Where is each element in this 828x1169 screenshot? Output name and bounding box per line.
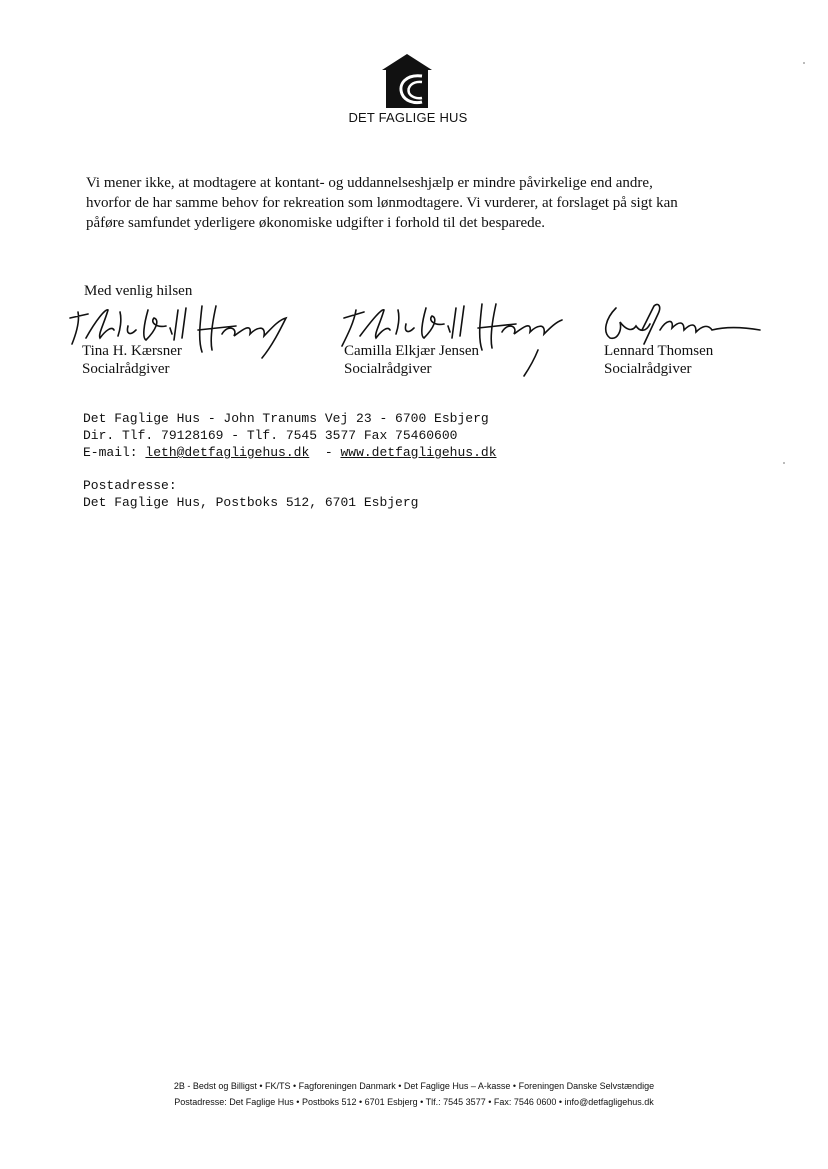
greeting: Med venlig hilsen: [84, 283, 193, 299]
body-line: hvorfor de har samme behov for rekreation som lønmodtagere. Vi vurderer, at forslaget på sigt kan: [86, 195, 678, 211]
signatory-2: [344, 342, 479, 378]
postal-address: Det Faglige Hus, Postboks 512, 6701 Esbjerg: [83, 495, 419, 510]
postal-label: Postadresse:: [83, 478, 177, 493]
contact-address-line: Det Faglige Hus - John Tranums Vej 23 - 6700 Esbjerg: [83, 411, 489, 426]
signatory-name: Lennard Thomsen: [604, 343, 714, 359]
email-link[interactable]: leth@detfagligehus.dk: [145, 445, 310, 460]
house-logo-icon: [382, 54, 432, 108]
footer-line-1: 2B - Bedst og Billigst • FK/TS • Fagforeningen Danmark • Det Faglige Hus – A-kasse • Foreningen Danske Selvstændige: [173, 1081, 655, 1091]
logo: [342, 54, 474, 130]
website-link[interactable]: www.detfagligehus.dk: [340, 445, 497, 460]
body-line: Vi mener ikke, at modtagere at kontant- og uddannelseshjælp er mindre påvirkelige end andre,: [86, 175, 653, 191]
signatory-name: Camilla Elkjær Jensen: [344, 343, 479, 359]
signatory-role: Socialrådgiver: [344, 361, 432, 377]
body-paragraph: [86, 173, 726, 233]
signatory-name: Tina H. Kærsner: [82, 343, 182, 359]
signatory-role: Socialrådgiver: [604, 361, 692, 377]
email-label: E-mail:: [83, 445, 146, 460]
signatory-1: [82, 342, 182, 378]
logo-text: DET FAGLIGE HUS: [348, 110, 468, 125]
postal-block: [83, 477, 418, 511]
contact-email-line: [83, 444, 497, 461]
body-line: påføre samfundet yderligere økonomiske udgifter i forhold til det besparede.: [86, 215, 546, 231]
signatory-role: Socialrådgiver: [82, 361, 170, 377]
contact-block: [83, 410, 497, 461]
footer-line-2: Postadresse: Det Faglige Hus • Postboks 512 • 6701 Esbjerg • Tlf.: 7545 3577 • Fax: 7546 0600 • info@detfagligehus.dk: [174, 1097, 654, 1107]
contact-phone-line: Dir. Tlf. 79128169 - Tlf. 7545 3577 Fax 75460600: [83, 428, 458, 443]
signatory-3: [604, 342, 713, 378]
scan-speck: [783, 462, 785, 464]
scan-speck: [803, 62, 805, 64]
contact-separator: -: [309, 445, 341, 460]
